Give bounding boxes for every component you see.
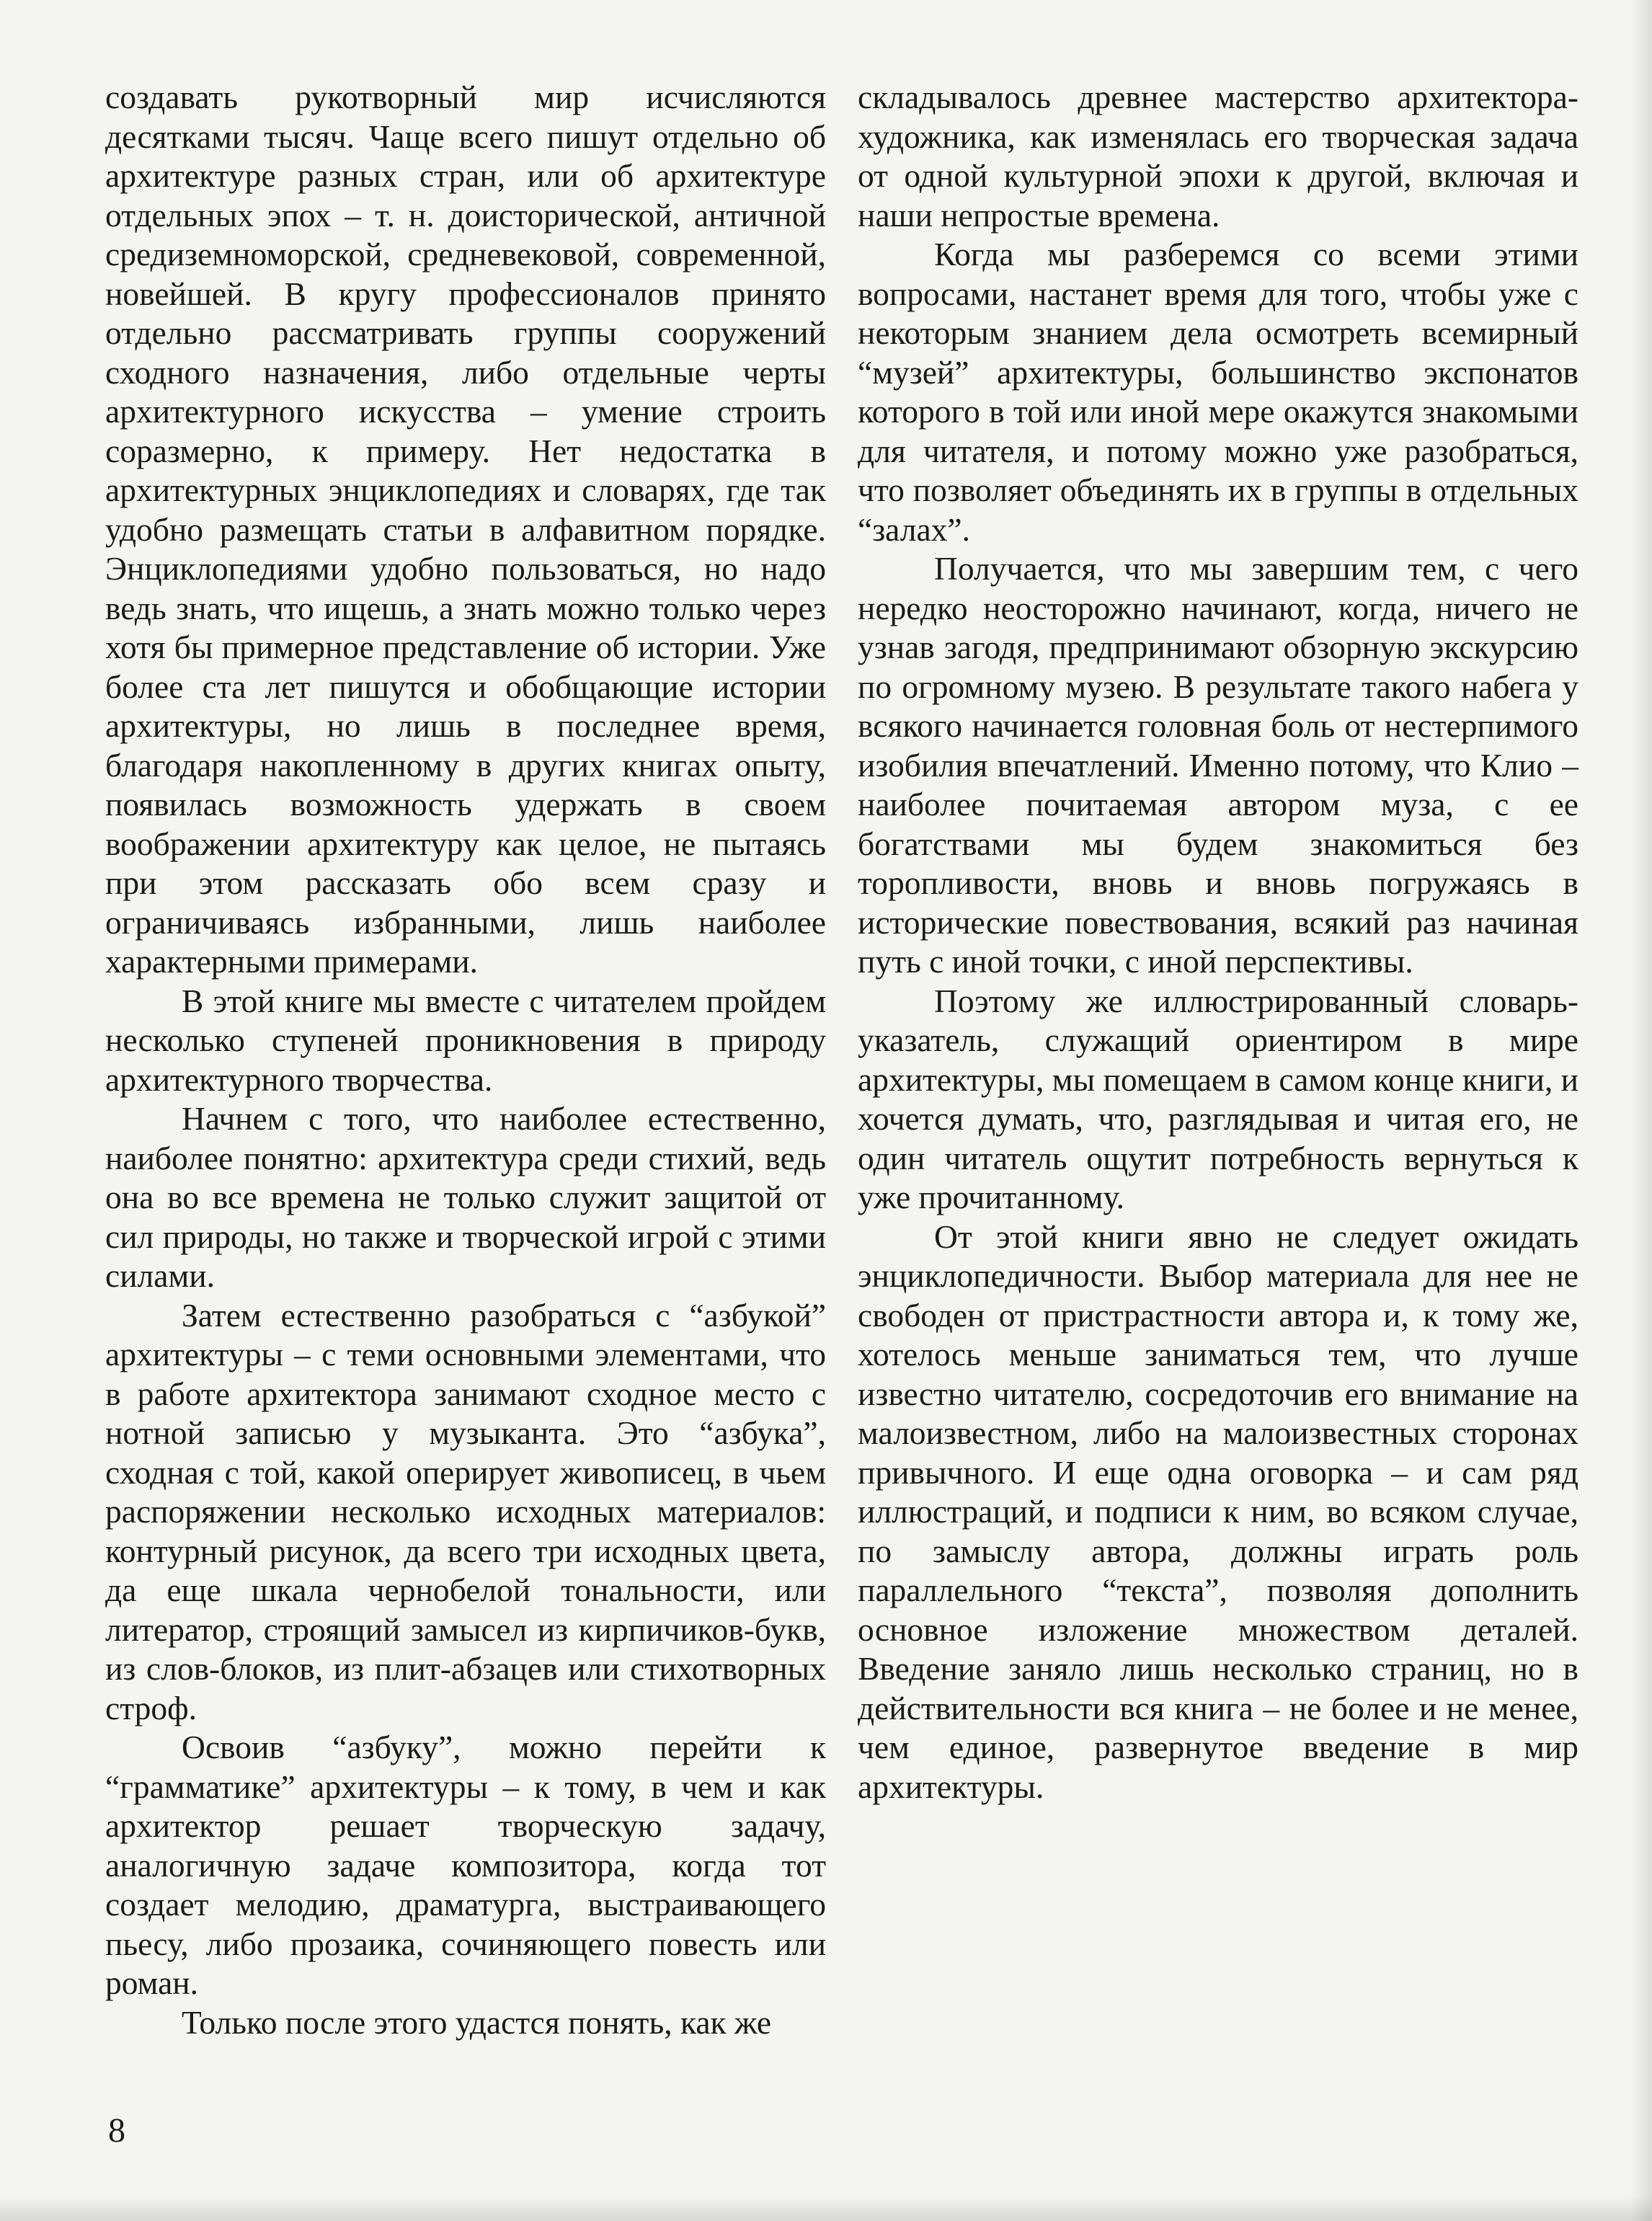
right-text-column bbox=[858, 78, 1578, 1806]
paragraph: Затем естественно разобраться с “азбукой” архитектуры – с теми основными элементами, что в работе архитектора занимают сходное место с нотной записью у музыканта. Это “азбука”, сходная с той, какой оперирует живописец, в чьем распоряжении несколько исходных материалов: контурный рисунок, да всего три исходных цвета, да еще шкала чернобелой тональности, или литератор, строящий замысел из кирпичиков-букв, из слов-блоков, из плит-абзацев или стихотворных строф. bbox=[105, 1296, 826, 1726]
paragraph: Освоив “азбуку”, можно перейти к “грамматике” архитектуры – к тому, в чем и как архитектор решает творческую задачу, аналогичную задаче композитора, когда тот создает мелодию, драматурга, выстраивающего пьесу, либо прозаика, сочиняющего повесть или роман. bbox=[105, 1729, 826, 2001]
paragraph: Поэтому же иллюстрированный словарь-указатель, служащий ориентиром в мире архитектуры, мы помещаем в самом конце книги, и хочется думать, что, разглядывая и читая его, не один читатель ощутит потребность вернуться к уже прочитанному. bbox=[858, 982, 1578, 1215]
page-number: 8 bbox=[108, 2111, 125, 2150]
paragraph: Когда мы разберемся со всеми этими вопросами, настанет время для того, чтобы уже с некоторым знанием дела осмотреть всемирный “музей” архитектуры, большинство экспонатов которого в той или иной мере окажутся знакомыми для читателя, и потому можно уже разобраться, что позволяет объединять их в группы в отдельных “залах”. bbox=[858, 236, 1578, 548]
paragraph: От этой книги явно не следует ожидать энциклопедичности. Выбор материала для нее не свободен от пристрастности автора и, к тому же, хотелось меньше заниматься тем, что лучше известно читателю, сосредоточив его внимание на малоизвестном, либо на малоизвестных сторонах привычного. И еще одна оговорка – и сам ряд иллюстраций, и подписи к ним, во всяком случае, по замыслу автора, должны играть роль параллельного “текста”, позволяя дополнить основное изложение множеством деталей. Введение заняло лишь несколько страниц, но в действительности вся книга – не более и не менее, чем единое, развернутое введение в мир архитектуры. bbox=[858, 1218, 1578, 1805]
paragraph: создавать рукотворный мир исчисляются десятками тысяч. Чаще всего пишут отдельно об архитектуре разных стран, или об архитектуре отдельных эпох – т. н. доисторической, античной средиземноморской, средневековой, современной, новейшей. В кругу профессионалов принято отдельно рассматривать группы сооружений сходного назначения, либо отдельные черты архитектурного искусства – умение строить соразмерно, к примеру. Нет недостатка в архитектурных энциклопедиях и словарях, где так удобно размещать статьи в алфавитном порядке. Энциклопедиями удобно пользоваться, но надо ведь знать, что ищешь, а знать можно только через хотя бы примерное представление об истории. Уже более ста лет пишутся и обобщающие истории архитектуры, но лишь в последнее время, благодаря накопленному в других книгах опыту, появилась возможность удержать в своем воображении архитектуру как целое, не пытаясь при этом рассказать обо всем сразу и ограничиваясь избранными, лишь наиболее характерными примерами. bbox=[105, 79, 826, 980]
paragraph: В этой книге мы вместе с читателем пройдем несколько ступеней проникновения в природу архитектурного творчества. bbox=[105, 982, 826, 1098]
paragraph: Начнем с того, что наиболее естественно, наиболее понятно: архитектура среди стихий, ведь она во все времена не только служит защитой от сил природы, но также и творческой игрой с этими силами. bbox=[105, 1100, 826, 1294]
page-edge-shadow bbox=[1630, 0, 1652, 2221]
paragraph: складывалось древнее мастерство архитектора-художника, как изменялась его творческая задача от одной культурной эпохи к другой, включая и наши непростые времена. bbox=[858, 79, 1578, 234]
paragraph: Получается, что мы завершим тем, с чего нередко неосторожно начинают, когда, ничего не узнав загодя, предпринимают обзорную экскурсию по огромному музею. В результате такого набега у всякого начинается головная боль от нестерпимого изобилия впечатлений. Именно потому, что Клио – наиболее почитаемая автором муза, с ее богатствами мы будем знакомиться без торопливости, вновь и вновь погружаясь в исторические повествования, всякий раз начиная путь с иной точки, с иной перспективы. bbox=[858, 550, 1578, 980]
page-bottom-edge bbox=[0, 2195, 1652, 2221]
left-text-column bbox=[105, 78, 826, 2042]
paragraph: Только после этого удастся понять, как же bbox=[182, 2003, 772, 2041]
